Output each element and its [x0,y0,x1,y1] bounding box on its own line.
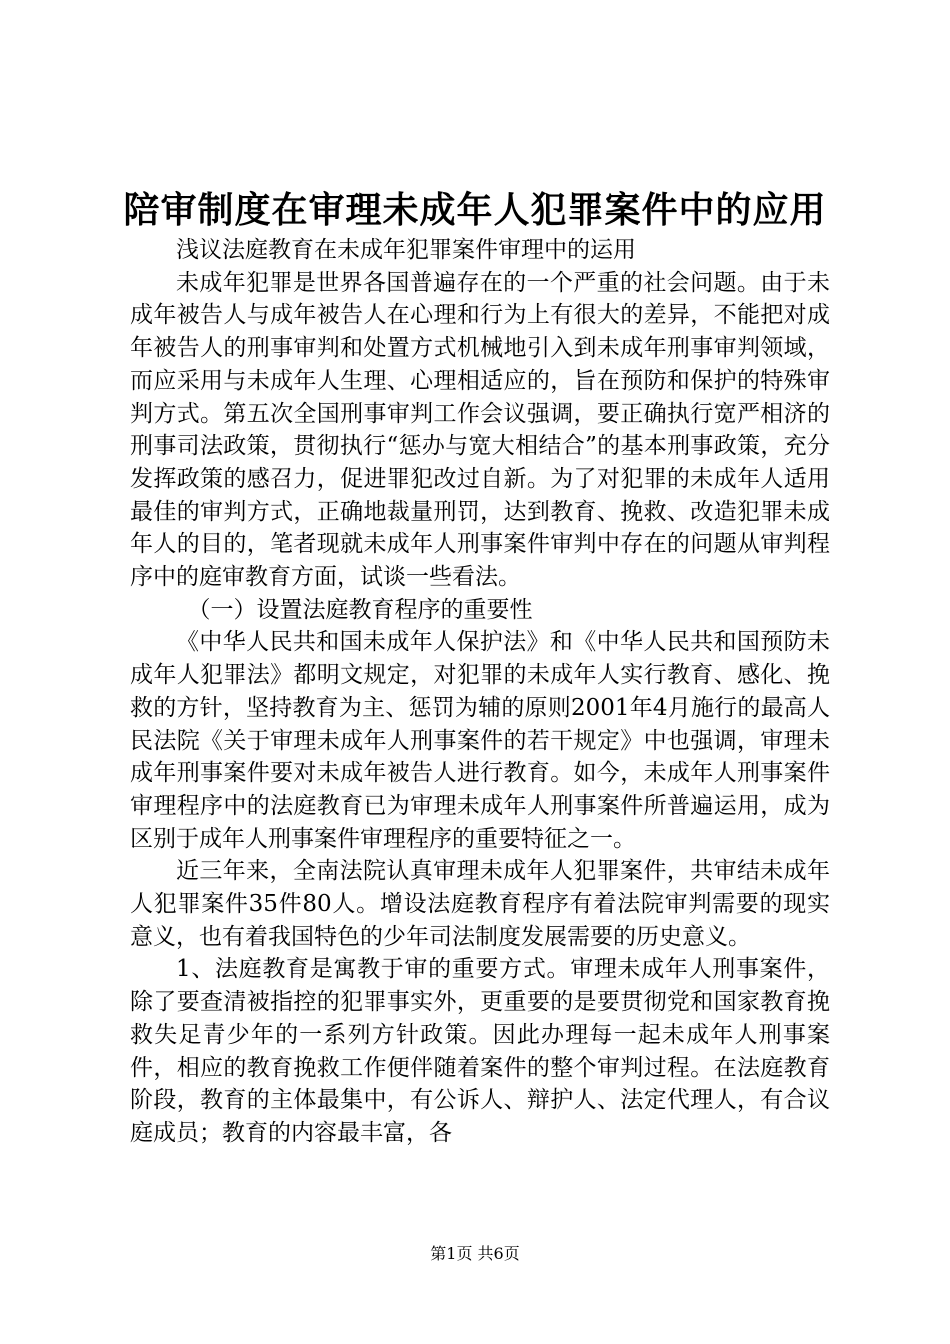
body-paragraph: 《中华人民共和国未成年人保护法》和《中华人民共和国预防未成年人犯罪法》都明文规定，对犯罪的未成年人实行教育、感化、挽救的方针，坚持教育为主、惩罚为辅的原则2001年4月施行的最高人民法院《关于审理未成年人刑事案件的若干规定》中也强调，审理未成年刑事案件要对未成年被告人进行教育。如今，未成年人刑事案件审理程序中的法庭教育已为审理未成年人刑事案件所普遍运用，成为区别于成年人刑事案件审理程序的重要特征之一。 [130,629,830,852]
section-heading: （一）设置法庭教育程序的重要性 [187,596,533,623]
body-paragraph: 1、法庭教育是寓教于审的重要方式。审理未成年人刑事案件，除了要查清被指控的犯罪事实外，更重要的是要贯彻党和国家教育挽救失足青少年的一系列方针政策。因此办理每一起未成年人刑事案件，相应的教育挽救工作便伴随着案件的整个审判过程。在法庭教育阶段，教育的主体最集中，有公诉人、辩护人、法定代理人，有合议庭成员；教育的内容最丰富，各 [130,956,830,1146]
document-body [130,234,830,1150]
page-number-footer: 第1页 共6页 [430,1244,520,1263]
subtitle-paragraph: 浅议法庭教育在未成年犯罪案件审理中的运用 [176,237,636,263]
body-paragraph: 未成年犯罪是世界各国普遍存在的一个严重的社会问题。由于未成年被告人与成年被告人在心理和行为上有很大的差异，不能把对成年被告人的刑事审判和处置方式机械地引入到未成年刑事审判领域，而应采用与未成年人生理、心理相适应的，旨在预防和保护的特殊审判方式。第五次全国刑事审判工作会议强调，要正确执行宽严相济的刑事司法政策，贯彻执行“惩办与宽大相结合”的基本刑事政策，充分发挥政策的感召力，促进罪犯改过自新。为了对犯罪的未成年人适用最佳的审判方式，正确地裁量刑罚，达到教育、挽救、改造犯罪未成年人的目的，笔者现就未成年人刑事案件审判中存在的问题从审判程序中的庭审教育方面，试谈一些看法。 [130,269,830,591]
document-title: 陪审制度在审理未成年人犯罪案件中的应用 [123,189,827,231]
body-paragraph: 近三年来，全南法院认真审理未成年人犯罪案件，共审结未成年人犯罪案件35件80人。增设法庭教育程序有着法院审判需要的现实意义，也有着我国特色的少年司法制度发展需要的历史意义。 [130,858,830,950]
